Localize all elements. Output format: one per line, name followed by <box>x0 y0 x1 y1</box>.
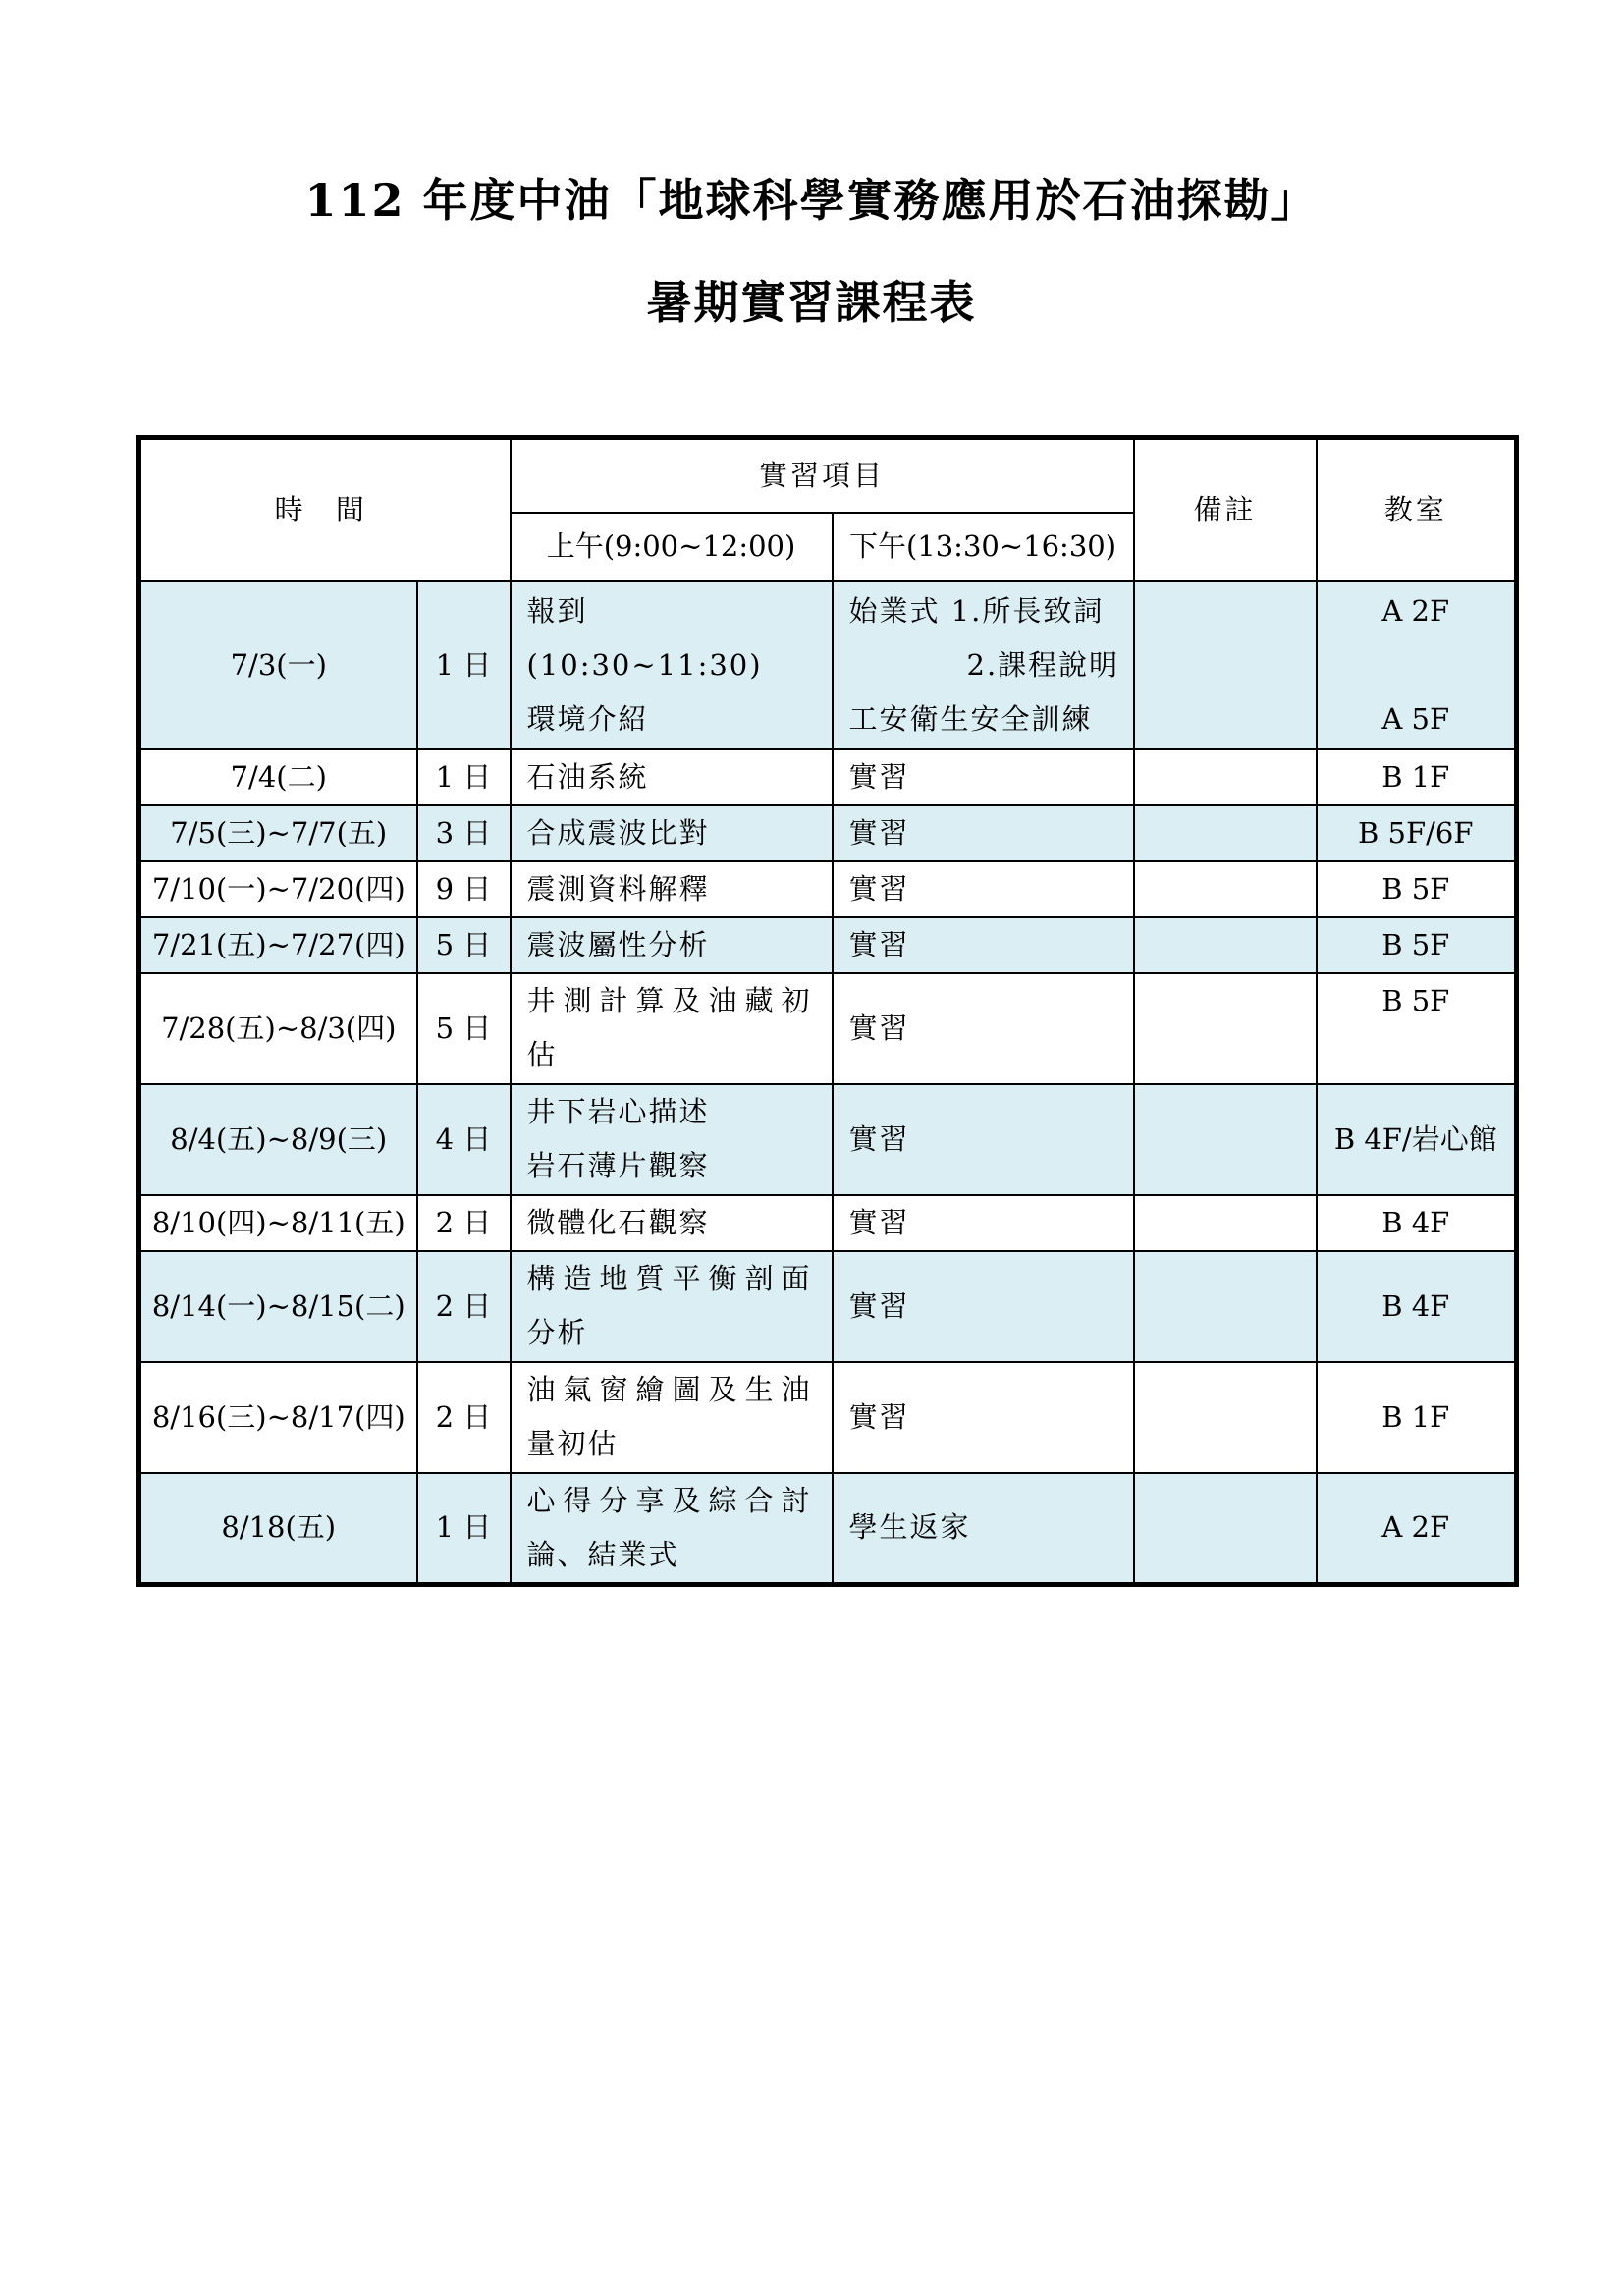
am-cell: 構造地質平衡剖面 分析 <box>511 1251 833 1362</box>
room-cell: A 2F A 5F <box>1317 581 1517 749</box>
days-cell: 9 日 <box>417 861 511 917</box>
date-cell: 7/3(一) <box>139 581 417 749</box>
remark-cell <box>1134 973 1317 1084</box>
pm-cell: 實習 <box>833 1251 1134 1362</box>
table-row <box>139 1473 1517 1585</box>
room-cell: B 4F/岩心館 <box>1317 1084 1517 1195</box>
document-title: 112 年度中油「地球科學實務應用於石油探勘」 <box>304 174 1319 227</box>
remark-cell <box>1134 805 1317 861</box>
table-row <box>139 1084 1517 1195</box>
room-cell: B 4F <box>1317 1251 1517 1362</box>
table-row <box>139 805 1517 861</box>
date-cell: 8/16(三)~8/17(四) <box>139 1362 417 1473</box>
date-cell: 7/28(五)~8/3(四) <box>139 973 417 1084</box>
remark-cell <box>1134 1473 1317 1585</box>
pm-cell: 實習 <box>833 861 1134 917</box>
am-cell: 震測資料解釋 <box>511 861 833 917</box>
header-remark: 備註 <box>1134 438 1317 581</box>
room-cell: B 5F <box>1317 861 1517 917</box>
am-cell: 微體化石觀察 <box>511 1195 833 1251</box>
table-row <box>139 1251 1517 1362</box>
pm-cell: 實習 <box>833 1084 1134 1195</box>
date-cell: 8/18(五) <box>139 1473 417 1585</box>
date-cell: 7/21(五)~7/27(四) <box>139 917 417 973</box>
header-time: 時 間 <box>139 438 511 581</box>
pm-cell: 實習 <box>833 1195 1134 1251</box>
am-cell: 油氣窗繪圖及生油 量初估 <box>511 1362 833 1473</box>
days-cell: 5 日 <box>417 973 511 1084</box>
table-row <box>139 973 1517 1084</box>
days-cell: 1 日 <box>417 1473 511 1585</box>
date-cell: 7/4(二) <box>139 749 417 805</box>
date-cell: 8/10(四)~8/11(五) <box>139 1195 417 1251</box>
header-room: 教室 <box>1317 438 1517 581</box>
header-am: 上午(9:00~12:00) <box>511 513 833 581</box>
date-cell: 8/14(一)~8/15(二) <box>139 1251 417 1362</box>
room-cell: B 5F/6F <box>1317 805 1517 861</box>
table-row <box>139 917 1517 973</box>
room-cell: B 4F <box>1317 1195 1517 1251</box>
table-row <box>139 861 1517 917</box>
header-items: 實習項目 <box>511 438 1134 513</box>
pm-cell: 實習 <box>833 973 1134 1084</box>
date-cell: 7/10(一)~7/20(四) <box>139 861 417 917</box>
schedule-table <box>136 435 1519 1587</box>
room-cell: B 5F <box>1317 917 1517 973</box>
pm-cell: 學生返家 <box>833 1473 1134 1585</box>
am-cell: 震波屬性分析 <box>511 917 833 973</box>
pm-cell: 實習 <box>833 917 1134 973</box>
room-cell: A 2F <box>1317 1473 1517 1585</box>
am-cell: 心得分享及綜合討 論、結業式 <box>511 1473 833 1585</box>
room-cell: B 1F <box>1317 1362 1517 1473</box>
days-cell: 1 日 <box>417 581 511 749</box>
date-cell: 8/4(五)~8/9(三) <box>139 1084 417 1195</box>
remark-cell <box>1134 917 1317 973</box>
table-row <box>139 1362 1517 1473</box>
am-cell: 石油系統 <box>511 749 833 805</box>
date-cell: 7/5(三)~7/7(五) <box>139 805 417 861</box>
am-cell: 井下岩心描述 岩石薄片觀察 <box>511 1084 833 1195</box>
room-cell: B 5F <box>1317 973 1517 1084</box>
remark-cell <box>1134 1251 1317 1362</box>
header-pm: 下午(13:30~16:30) <box>833 513 1134 581</box>
remark-cell <box>1134 1195 1317 1251</box>
table-row <box>139 581 1517 749</box>
am-cell: 報到(10:30~11:30) 環境介紹 <box>511 581 833 749</box>
table-row <box>139 1195 1517 1251</box>
document-subtitle: 暑期實習課程表 <box>646 276 977 329</box>
pm-cell: 實習 <box>833 1362 1134 1473</box>
days-cell: 5 日 <box>417 917 511 973</box>
pm-cell: 實習 <box>833 749 1134 805</box>
pm-cell: 實習 <box>833 805 1134 861</box>
days-cell: 2 日 <box>417 1195 511 1251</box>
table-row <box>139 749 1517 805</box>
days-cell: 1 日 <box>417 749 511 805</box>
days-cell: 3 日 <box>417 805 511 861</box>
days-cell: 4 日 <box>417 1084 511 1195</box>
days-cell: 2 日 <box>417 1362 511 1473</box>
room-cell: B 1F <box>1317 749 1517 805</box>
am-cell: 合成震波比對 <box>511 805 833 861</box>
pm-cell: 始業式 1.所長致詞 2.課程說明 工安衛生安全訓練 <box>833 581 1134 749</box>
days-cell: 2 日 <box>417 1251 511 1362</box>
remark-cell <box>1134 749 1317 805</box>
remark-cell <box>1134 861 1317 917</box>
remark-cell <box>1134 1362 1317 1473</box>
remark-cell <box>1134 1084 1317 1195</box>
remark-cell <box>1134 581 1317 749</box>
am-cell: 井測計算及油藏初 估 <box>511 973 833 1084</box>
